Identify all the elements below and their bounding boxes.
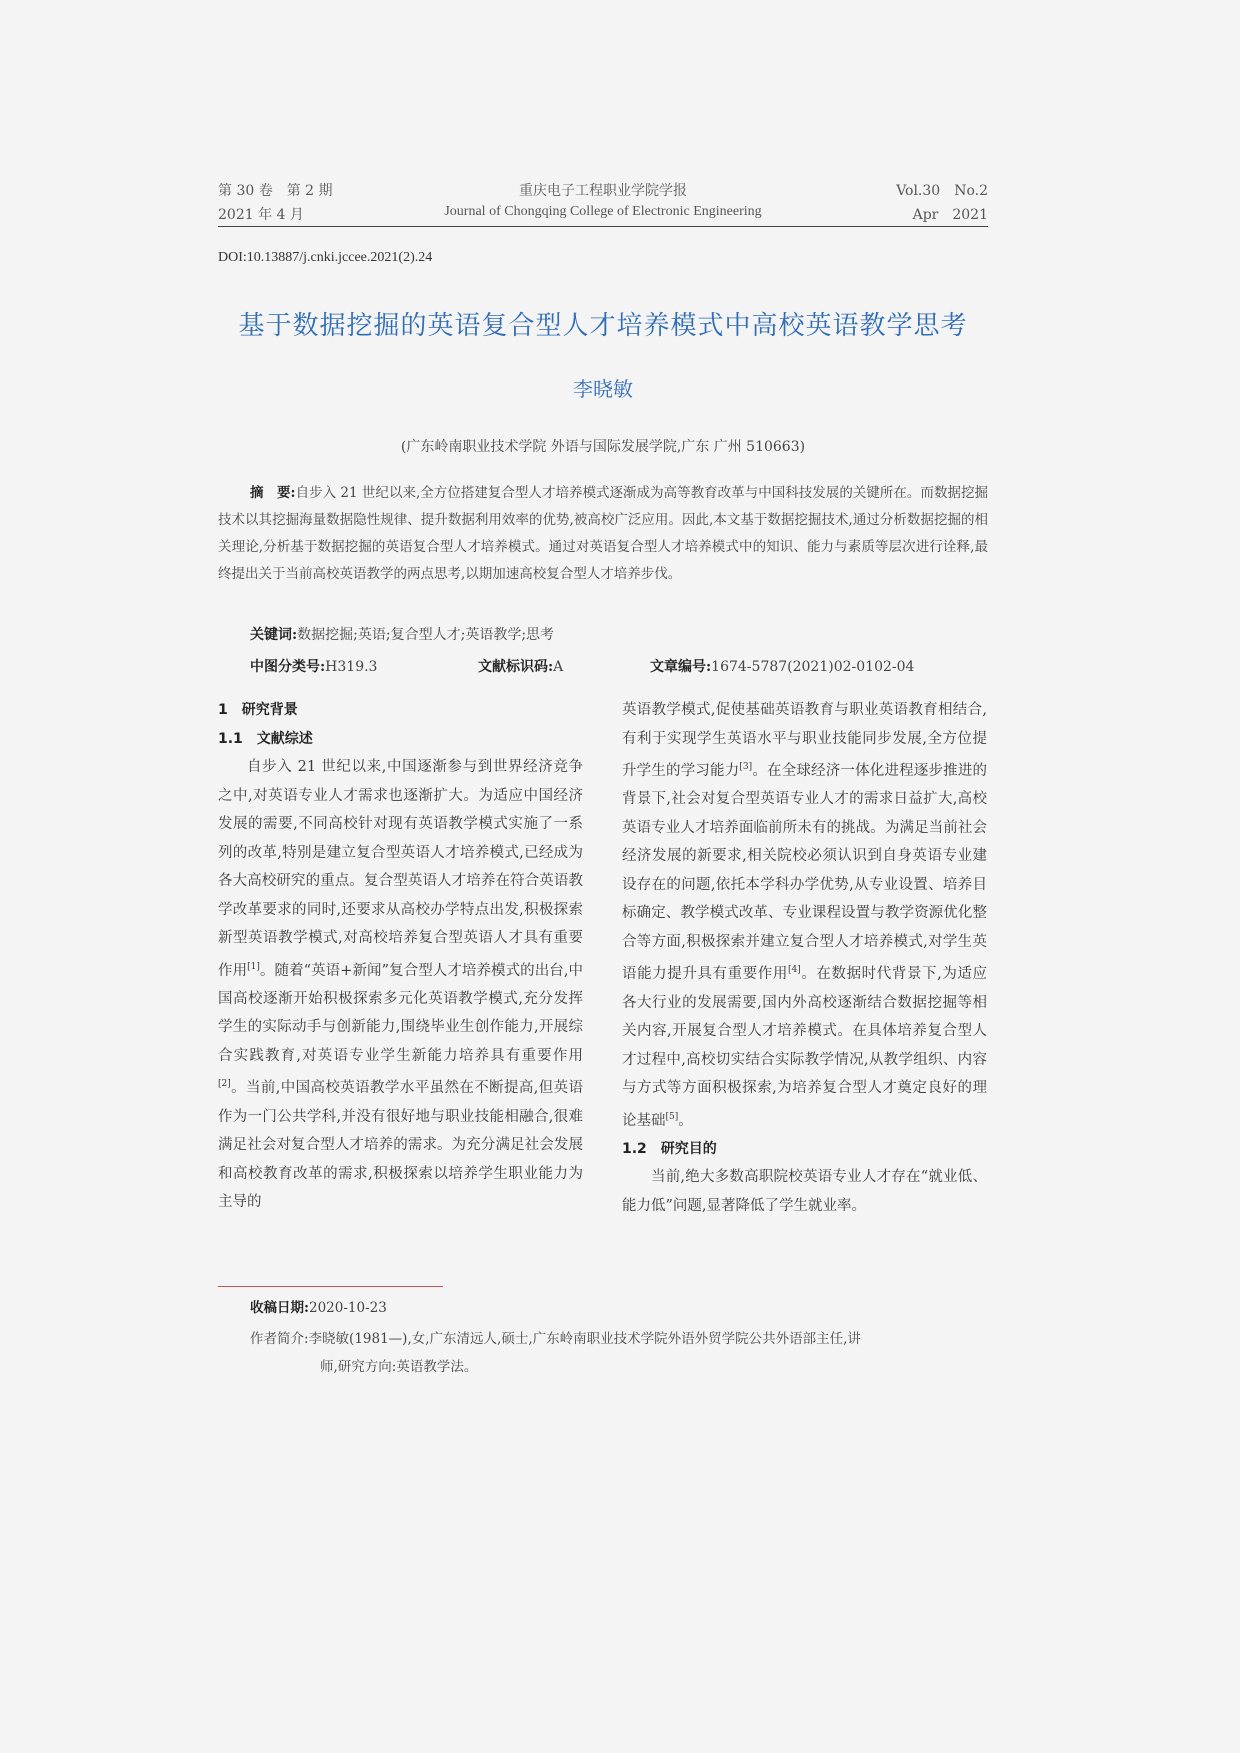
section-heading-1-2: 1.2 研究目的 xyxy=(622,1140,717,1157)
abstract xyxy=(218,480,988,588)
header-volume-issue-en: Vol.30 No.2 xyxy=(896,183,988,199)
keywords-text: 数据挖掘;英语;复合型人才;英语教学;思考 xyxy=(297,627,555,643)
author-name: 李晓敏 xyxy=(573,377,633,401)
citation-1: [1] xyxy=(247,961,260,972)
clc-label: 中图分类号: xyxy=(250,659,326,675)
citation-5: [5] xyxy=(665,1111,679,1122)
bio-line-2: 师,研究方向:英语教学法。 xyxy=(320,1359,478,1375)
article-number-value: 1674-5787(2021)02-0102-04 xyxy=(711,659,915,675)
received-date xyxy=(250,1294,387,1322)
bio-line-1: 李晓敏(1981—),女,广东清远人,硕士,广东岭南职业技术学院外语外贸学院公共外语部主任,讲 xyxy=(308,1331,861,1347)
header-date-en: Apr 2021 xyxy=(912,207,988,223)
left-column xyxy=(218,696,583,1217)
right-column xyxy=(622,696,987,1220)
document-code xyxy=(478,656,563,676)
header-rule xyxy=(218,226,988,227)
running-header xyxy=(218,180,988,226)
clc-value: H319.3 xyxy=(325,659,378,675)
abstract-text: 自步入 21 世纪以来,全方位搭建复合型人才培养模式逐渐成为高等教育改革与中国科技发展的关键所在。而数据挖掘技术以其挖掘海量数据隐性规律、提升数据利用效率的优势,被高校广泛应用。因此,本文基于数据挖掘技术,通过分析数据挖掘的相关理论,分析基于数据挖掘的英语复合型人才培养模式。通过对英语复合型人才培养模式中的知识、能力与素质等层次进行诠释,最终提出关于当前高校英语教学的两点思考,以期加速高校复合型人才培养步伐。 xyxy=(218,485,988,582)
paragraph-2-part-d: 。 xyxy=(678,1112,693,1129)
citation-3: [3] xyxy=(739,762,753,772)
footnote-rule xyxy=(218,1286,443,1287)
doi: DOI:10.13887/j.cnki.jccee.2021(2).24 xyxy=(218,250,433,265)
received-value: 2020-10-23 xyxy=(308,1300,387,1316)
article-number xyxy=(650,656,914,676)
paper-title: 基于数据挖掘的英语复合型人才培养模式中高校英语教学思考 xyxy=(238,311,968,341)
header-journal-cn: 重庆电子工程职业学院学报 xyxy=(519,183,687,199)
paragraph-3: 当前,绝大多数高职院校英语专业人才存在“就业低、能力低”问题,显著降低了学生就业率。 xyxy=(622,1169,987,1214)
paragraph-1-part-b: 。随着“英语+新闻”复合型人才培养模式的出台,中国高校逐渐开始积极探索多元化英语教学模式,充分发挥学生的实际动手与创新能力,围绕毕业生创作能力,开展综合实践教育,对英语专业学生新能力培养具有重要作用 xyxy=(218,962,584,1064)
keywords xyxy=(250,624,554,644)
paragraph-2-part-c: 。在数据时代背景下,为适应各大行业的发展需要,国内外高校逐渐结合数据挖掘等相关内容,开展复合型人才培养模式。在具体培养复合型人才过程中,高校切实结合实际教学情况,从教学组织、内容与方式等方面积极探索,为培养复合型人才奠定良好的理论基础 xyxy=(622,966,988,1129)
paragraph-2-part-a: 英语教学模式,促使基础英语教育与职业英语教育相结合,有利于实现学生英语水平与职业技能同步发展,全方位提升学生的学习能力 xyxy=(622,702,987,779)
citation-4: [4] xyxy=(787,965,801,976)
paragraph-1-part-a: 自步入 21 世纪以来,中国逐渐参与到世界经济竞争之中,对英语专业人才需求也逐渐扩大。为适应中国经济发展的需要,不同高校针对现有英语教学模式实施了一系列的改革,特别是建立复合型英语人才培养模式,已经成为各大高校研究的重点。复合型英语人才培养在符合英语教学改革要求的同时,还要求从高校办学特点出发,积极探索新型英语教学模式,对高校培养复合型英语人才具有重要作用 xyxy=(218,759,583,979)
abstract-label: 摘 要: xyxy=(250,485,296,501)
paragraph-2-part-b: 。在全球经济一体化进程逐步推进的背景下,社会对复合型英语专业人才的需求日益扩大,高校英语专业人才培养面临前所未有的挑战。为满足当前社会经济发展的新要求,相关院校必须认识到自身英语专业建设存在的问题,依托本学科办学优势,从专业设置、培养目标确定、教学模式改革、专业课程设置与教学资源优化整合等方面,积极探索并建立复合型人才培养模式,对学生英语能力提升具有重要作用 xyxy=(622,762,988,983)
paragraph-1-part-c: 。当前,中国高校英语教学水平虽然在不断提高,但英语作为一门公共学科,并没有很好地与职业技能相融合,很难满足社会对复合型人才培养的需求。为充分满足社会发展和高校教育改革的需求,积极探索以培养学生职业能力为主导的 xyxy=(218,1080,583,1211)
keywords-label: 关键词: xyxy=(250,627,298,643)
paragraph-1 xyxy=(218,753,583,1217)
paragraph-2 xyxy=(622,696,987,1135)
affiliation: (广东岭南职业技术学院 外语与国际发展学院,广东 广州 510663) xyxy=(400,439,806,455)
received-label: 收稿日期: xyxy=(250,1300,309,1316)
article-number-label: 文章编号: xyxy=(650,659,712,675)
header-volume-issue-cn: 第 30 卷 第 2 期 xyxy=(218,183,333,199)
doc-code-label: 文献标识码: xyxy=(478,659,554,675)
bio-label: 作者简介: xyxy=(250,1331,309,1347)
doc-code-value: A xyxy=(553,659,564,675)
header-date-cn: 2021 年 4 月 xyxy=(218,207,304,223)
citation-2: [2] xyxy=(218,1079,231,1090)
section-heading-1: 1 研究背景 xyxy=(218,702,298,718)
section-heading-1-1: 1.1 文献综述 xyxy=(218,730,313,747)
author-bio xyxy=(250,1325,990,1381)
clc-number xyxy=(250,656,377,676)
header-journal-en: Journal of Chongqing College of Electronic Engineering xyxy=(444,204,762,219)
